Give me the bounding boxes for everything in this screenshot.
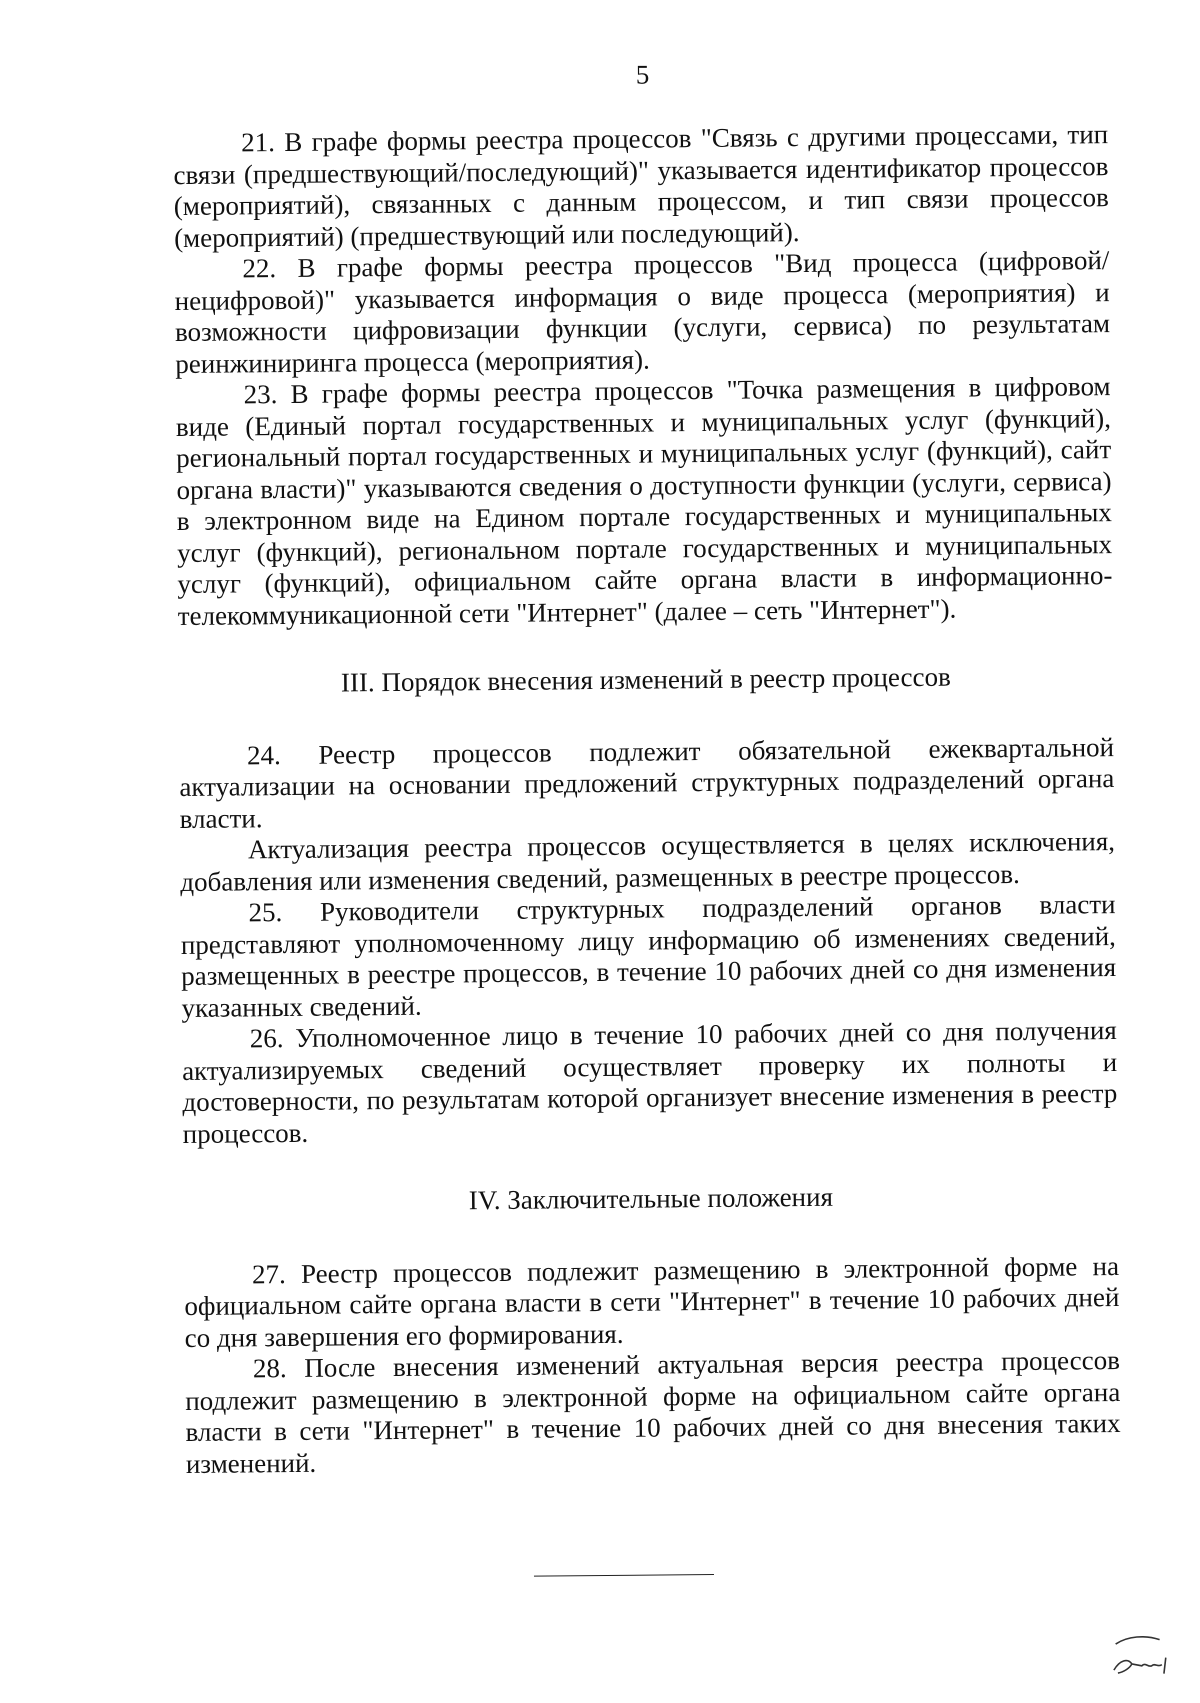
paragraph-23: 23. В графе формы реестра процессов "Точка размещения в цифровом виде (Единый портал государственных и муниципальных услуг (функций), региональный портал государственных и муниципальных услуг (функций), сайт органа власти)" указываются сведения о доступности функции (услуги, сервиса) в электронном виде на Едином портале государственных и муниципальных услуг (функций), региональном портале государственных и муниципальных услуг (функций), официальном сайте органа власти в информационно-телекоммуникационной сети "Интернет" (далее – сеть "Интернет"). <box>175 371 1113 631</box>
paragraph-21: 21. В графе формы реестра процессов "Связь с другими процессами, тип связи (предшествующий/последующий)" указывается идентификатор процессов (мероприятий), связанных с данным процессом, и тип связи процессов (мероприятий) (предшествующий или последующий). <box>173 119 1109 253</box>
section-heading-3: III. Порядок внесения изменений в реестр процессов <box>340 661 951 698</box>
handwritten-initials-mark <box>1108 1629 1188 1680</box>
document-body <box>173 119 1121 1480</box>
page-number: 5 <box>635 59 650 90</box>
paragraph-actualization: Актуализация реестра процессов осуществляется в целях исключения, добавления или изменения сведений, размещенных в реестре процессов. <box>180 826 1116 897</box>
paragraph-24: 24. Реестр процессов подлежит обязательной ежеквартальной актуализации на основании предложений структурных подразделений органа власти. <box>179 731 1115 834</box>
section-heading-4: IV. Заключительные положения <box>468 1181 834 1216</box>
paragraph-27: 27. Реестр процессов подлежит размещению в электронной форме на официальном сайте органа власти в сети "Интернет" в течение 10 рабочих дней со дня завершения его формирования. <box>184 1250 1120 1353</box>
paragraph-26: 26. Уполномоченное лицо в течение 10 рабочих дней со дня получения актуализируемых сведений осуществляет проверку их полноты и достоверности, по результатам которой организует внесение изменения в реестр процессов. <box>181 1015 1118 1149</box>
end-separator-line <box>534 1574 714 1577</box>
paragraph-25: 25. Руководители структурных подразделений органов власти представляют уполномоченному лицу информацию об изменениях сведений, размещенных в реестре процессов, в течение 10 рабочих дней со дня изменения указанных сведений. <box>180 889 1117 1023</box>
paragraph-28: 28. После внесения изменений актуальная версия реестра процессов подлежит размещению в электронной форме на официальном сайте органа власти в сети "Интернет" в течение 10 рабочих дней со дня внесения таких изменений. <box>185 1345 1121 1479</box>
paragraph-22: 22. В графе формы реестра процессов "Вид процесса (цифровой/нецифровой)" указывается информация о виде процесса (мероприятия) и возможности цифровизации функции (услуги, сервиса) по результатам реинжиниринга процесса (мероприятия). <box>174 245 1111 379</box>
